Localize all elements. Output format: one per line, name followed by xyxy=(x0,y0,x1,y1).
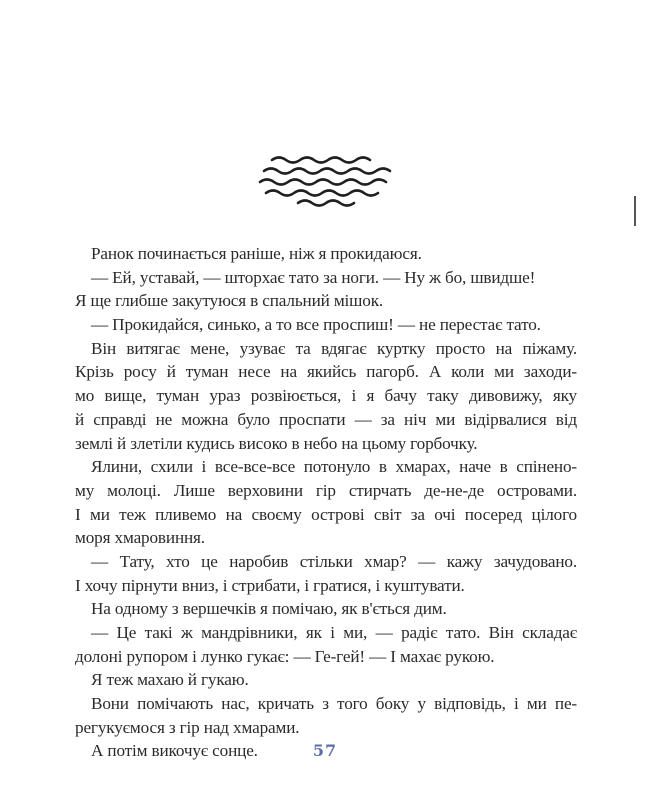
text-line: мо вище, туман ураз розвіюється, і я бачу таку дивовижу, яку xyxy=(75,386,577,406)
text-line: му молоці. Лише верховини гір стирчать де-не-де островами. xyxy=(75,480,577,500)
text-line: долоні рупором і лунко гукає: — Ге-гей! — І махає рукою. xyxy=(75,646,495,666)
margin-mark xyxy=(634,196,636,226)
text-line: землі й злетіли кудись високо в небо на цьому горбочку. xyxy=(75,433,478,453)
text-line: Ранок починається раніше, ніж я прокидаюся. xyxy=(91,244,422,263)
body-text xyxy=(75,242,577,763)
text-line: Він витягає мене, узуває та вдягає куртку просто на піжаму. xyxy=(91,338,577,358)
text-line: — Це такі ж мандрівники, як і ми, — радіє тато. Він складає xyxy=(91,623,577,642)
text-line: Я ще глибше закутуюся в спальний мішок. xyxy=(75,291,384,311)
text-line: А потім викочує сонце. xyxy=(91,741,258,761)
text-line: Ялини, схили і все-все-все потонуло в хмарах, наче в спінено- xyxy=(91,457,577,477)
text-line: Вони помічають нас, кричать з того боку у відповідь, і ми пе- xyxy=(91,694,577,714)
text-line: — Ей, уставай, — шторхає тато за ноги. — Ну ж бо, швидше! xyxy=(91,267,536,287)
text-line: Крізь росу й туман несе на якийсь пагорб. А коли ми заходи- xyxy=(75,362,577,382)
text-line: моря хмаровиння. xyxy=(75,528,205,548)
text-line: На одному з вершечків я помічаю, як в'ється дим. xyxy=(91,599,447,619)
text-line: й справді не можна було проспати — за ніч ми відірвалися від xyxy=(75,409,577,429)
text-line: — Прокидайся, синько, а то все проспиш! — не перестає тато. xyxy=(91,315,541,335)
text-line: І ми теж пливемо на своєму острові світ за очі посеред цілого xyxy=(75,504,577,524)
text-line: регукуємося з гір над хмарами. xyxy=(75,717,300,737)
text-line: — Тату, хто це наробив стільки хмар? — кажу зачудовано. xyxy=(91,551,577,571)
wave-ornament-icon xyxy=(258,150,396,208)
page-number: 57 xyxy=(312,741,338,760)
text-line: Я теж махаю й гукаю. xyxy=(91,670,249,690)
text-line: І хочу пірнути вниз, і стрибати, і гратися, і куштувати. xyxy=(75,575,465,595)
